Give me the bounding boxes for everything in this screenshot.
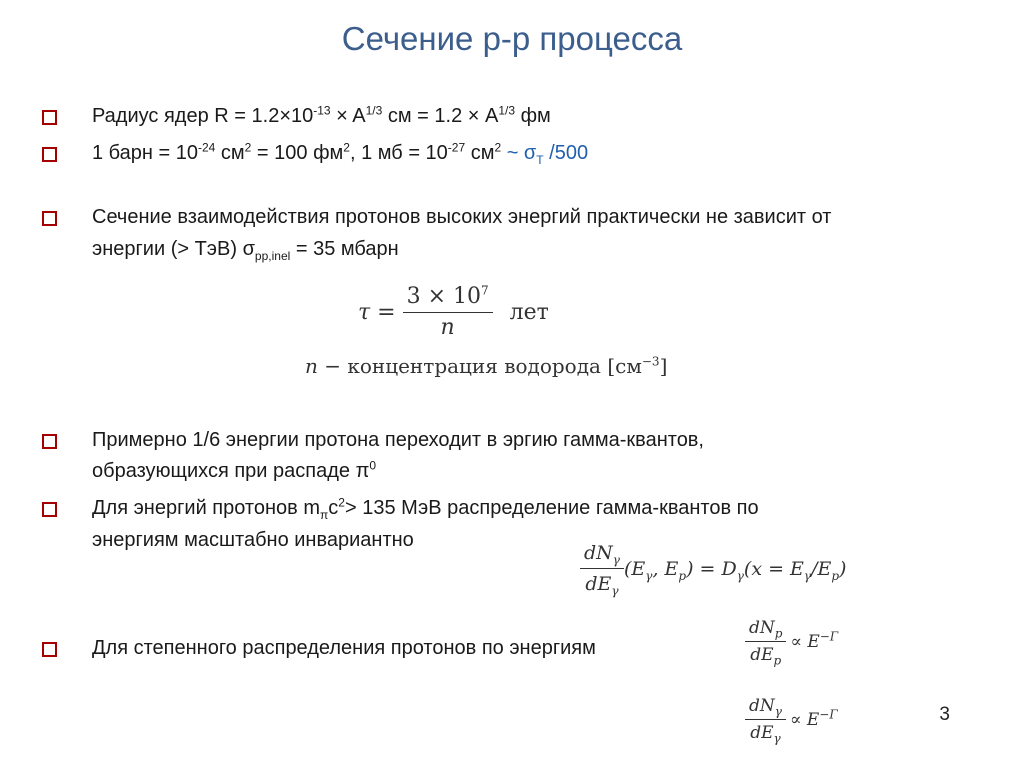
text: фм: [515, 105, 551, 127]
subscript: γ: [611, 583, 619, 598]
text: dE: [750, 645, 774, 665]
text: см = 1.2 × A: [382, 105, 499, 127]
variable: n: [305, 354, 318, 378]
formula-lifetime: [358, 282, 549, 343]
text: × A: [330, 105, 366, 127]
subscript: γ: [645, 568, 653, 583]
denominator: n: [440, 315, 455, 340]
text: dN: [749, 696, 775, 716]
exponent: 1/3: [365, 103, 383, 118]
exponent: 2: [494, 140, 502, 155]
subscript: p: [678, 568, 687, 583]
bullet-marker: [42, 642, 57, 657]
bullet-cross-section-line2: [92, 236, 399, 262]
bullet-barn-units: [92, 140, 588, 166]
text: > 135 МэВ распределение гамма-квантов по: [344, 497, 759, 519]
bullet-marker: [42, 147, 57, 162]
bullet-marker: [42, 110, 57, 125]
text: (x = E: [743, 557, 804, 580]
text: /E: [811, 557, 832, 580]
text: см: [215, 142, 245, 164]
text: 1 барн = 10: [92, 142, 199, 164]
subscript: pp,inel: [254, 249, 291, 263]
bullet-nuclear-radius: [92, 103, 551, 129]
formula-lhs: τ =: [358, 300, 396, 325]
page-number: 3: [939, 704, 950, 725]
text: ~ σ: [501, 142, 537, 164]
subscript: γ: [612, 552, 620, 567]
text: ]: [659, 354, 668, 378]
exponent: −Γ: [819, 706, 838, 721]
bullet-scaling-line1: [92, 495, 759, 521]
text: = 35 мбарн: [290, 238, 399, 260]
bullet-marker: [42, 502, 57, 517]
formula-rhs: [789, 706, 838, 730]
text: dE: [750, 723, 774, 743]
bullet-marker: [42, 211, 57, 226]
text: Для энергий протонов m: [92, 497, 320, 519]
subscript: π: [320, 508, 329, 522]
text: c: [328, 497, 339, 519]
text: dE: [585, 573, 612, 595]
fraction: [745, 615, 786, 668]
bullet-cross-section-line1: Сечение взаимодействия протонов высоких энергий практически не зависит от: [92, 206, 832, 228]
formula-proton-spectrum: [745, 615, 838, 668]
subscript: p: [831, 568, 840, 583]
numerator: [745, 615, 786, 642]
text: энергии (> ТэВ) σ: [92, 238, 255, 260]
exponent: 1/3: [498, 103, 516, 118]
denominator: [580, 569, 624, 599]
bullet-energy-fraction-line2: [92, 458, 376, 484]
thomson-cross-section: [501, 142, 589, 167]
numerator: [580, 538, 624, 569]
text: = 100 фм: [251, 142, 344, 164]
text: см: [465, 142, 495, 164]
exponent: 7: [481, 283, 489, 298]
exponent: 2: [343, 140, 350, 155]
exponent: -24: [198, 140, 216, 155]
subscript: p: [773, 653, 782, 668]
fraction: [745, 693, 786, 746]
numerator: [403, 282, 493, 313]
subscript: T: [536, 153, 544, 167]
exponent: 2: [244, 140, 252, 155]
text: ) = D: [686, 557, 737, 580]
formula-gamma-spectrum: [745, 693, 838, 746]
exponent: -27: [447, 140, 466, 155]
denominator: [745, 720, 786, 746]
text: − концентрация водорода [см: [317, 354, 642, 378]
subscript: γ: [773, 731, 781, 746]
subscript: γ: [803, 568, 812, 583]
denominator: [745, 642, 786, 668]
text: (E: [623, 557, 646, 580]
subscript: γ: [736, 568, 744, 583]
text: ): [839, 557, 847, 580]
numerator: [745, 693, 786, 720]
subscript: p: [774, 626, 783, 641]
text: образующихся при распаде π: [92, 460, 370, 482]
formula-note: [305, 354, 667, 378]
text: 3 × 10: [406, 284, 482, 309]
exponent: −Γ: [819, 628, 839, 643]
bullet-power-law: Для степенного распределения протонов по энергиям: [92, 637, 596, 659]
formula-scaling: [580, 538, 846, 599]
superscript: 0: [369, 458, 377, 473]
text: ∝ E: [790, 631, 820, 652]
exponent: −3: [641, 354, 660, 369]
bullet-marker: [42, 434, 57, 449]
fraction: [403, 282, 493, 343]
superscript: 2: [338, 495, 345, 510]
text: dN: [584, 542, 613, 564]
unit: лет: [509, 300, 549, 325]
text: ∝ E: [789, 709, 820, 730]
bullet-scaling-line2: энергиям масштабно инвариантно: [92, 529, 414, 551]
bullet-energy-fraction-line1: Примерно 1/6 энергии протона переходит в эргию гамма-квантов,: [92, 429, 704, 451]
text: , E: [652, 557, 679, 580]
formula-rhs: [790, 628, 839, 652]
text: Радиус ядер R = 1.2×10: [92, 105, 314, 127]
text: /500: [543, 142, 589, 164]
text: , 1 мб = 10: [349, 142, 448, 164]
page-title: Сечение p-p процесса: [341, 20, 683, 57]
fraction: [580, 538, 624, 599]
exponent: -13: [313, 103, 331, 118]
subscript: γ: [774, 704, 782, 719]
text: dN: [749, 618, 775, 638]
formula-rhs: [623, 557, 847, 583]
